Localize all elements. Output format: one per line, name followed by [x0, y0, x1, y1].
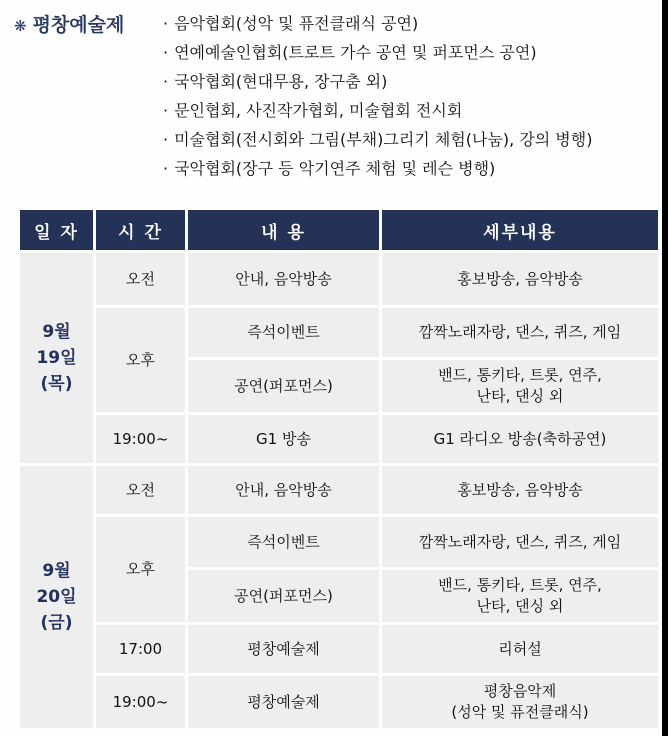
time-cell: 오후: [96, 308, 185, 412]
list-item: · 음악협회(성악 및 퓨전클래식 공연): [163, 14, 419, 33]
detail-cell: 홍보방송, 음악방송: [382, 466, 658, 514]
time-cell: 오후: [96, 517, 185, 622]
content-cell: 평창예술제: [188, 676, 379, 728]
content-cell: 공연(퍼포먼스): [188, 570, 379, 622]
date-cell: 9월 20일 (금): [20, 466, 93, 728]
table-row: [20, 415, 658, 463]
list-item: · 국악협회(장구 등 악기연주 체험 및 레슨 병행): [163, 159, 496, 178]
content-cell: G1 방송: [188, 415, 379, 463]
program-intro: [0, 0, 662, 200]
detail-cell: 리허설: [382, 625, 658, 673]
header-time: 시 간: [96, 210, 185, 250]
table-row: [20, 625, 658, 673]
detail-cell: 홍보방송, 음악방송: [382, 253, 658, 305]
header-content: 내 용: [188, 210, 379, 250]
content-cell: 평창예술제: [188, 625, 379, 673]
list-item: · 미술협회(전시회와 그림(부채)그리기 체험(나눔), 강의 병행): [163, 130, 593, 149]
date-cell: 9월 19일 (목): [20, 253, 93, 463]
time-cell: 오전: [96, 466, 185, 514]
table-header-row: [20, 210, 658, 250]
time-cell: 오전: [96, 253, 185, 305]
flower-bullet-icon: ❋: [14, 17, 27, 35]
list-item: · 문인협회, 사진작가협회, 미술협회 전시회: [163, 101, 463, 120]
list-item: · 연예예술인협회(트로트 가수 공연 및 퍼포먼스 공연): [163, 43, 537, 62]
time-cell: 19:00~: [96, 415, 185, 463]
content-cell: 즉석이벤트: [188, 308, 379, 357]
detail-cell: 깜짝노래자랑, 댄스, 퀴즈, 게임: [382, 308, 658, 357]
content-cell: 안내, 음악방송: [188, 253, 379, 305]
detail-cell: 평창음악제 (성악 및 퓨전클래식): [382, 676, 658, 728]
time-cell: 19:00~: [96, 676, 185, 728]
table-row: [20, 517, 658, 567]
schedule-table: [17, 207, 661, 731]
header-detail: 세부내용: [382, 210, 658, 250]
detail-cell: G1 라디오 방송(축하공연): [382, 415, 658, 463]
table-row: [20, 253, 658, 305]
header-date: 일 자: [20, 210, 93, 250]
table-row: [20, 676, 658, 728]
time-cell: 17:00: [96, 625, 185, 673]
program-list: [163, 9, 592, 183]
content-cell: 공연(퍼포먼스): [188, 360, 379, 412]
list-item: · 국악협회(현대무용, 장구춤 외): [163, 72, 388, 91]
table-row: [20, 308, 658, 357]
detail-cell: 밴드, 통키타, 트롯, 연주, 난타, 댄싱 외: [382, 360, 658, 412]
detail-cell: 깜짝노래자랑, 댄스, 퀴즈, 게임: [382, 517, 658, 567]
table-row: [20, 466, 658, 514]
section-heading: [14, 10, 124, 37]
section-title: 평창예술제: [32, 14, 125, 36]
content-cell: 안내, 음악방송: [188, 466, 379, 514]
content-cell: 즉석이벤트: [188, 517, 379, 567]
detail-cell: 밴드, 통키타, 트롯, 연주, 난타, 댄싱 외: [382, 570, 658, 622]
